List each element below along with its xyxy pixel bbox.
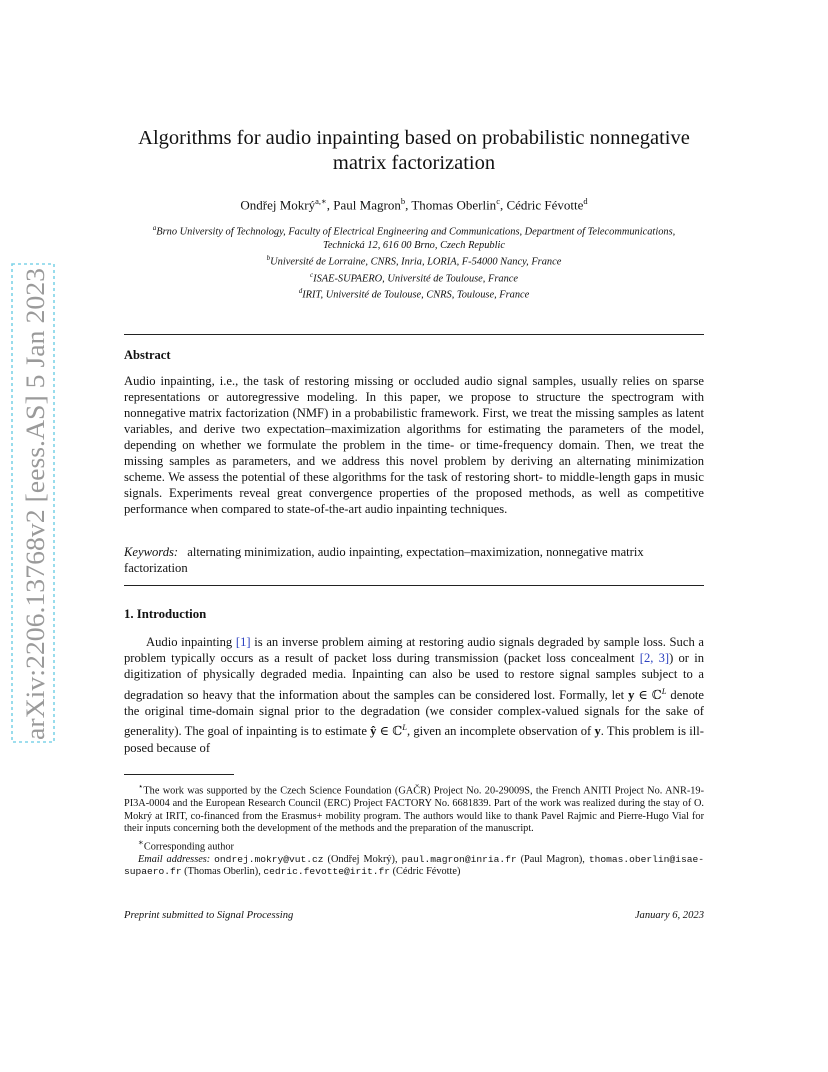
email-link[interactable]: cedric.fevotte@irit.fr: [263, 866, 391, 878]
affiliation: [140, 252, 688, 269]
math-yhat-in-cl: ŷ ∈ ℂ$^L$: [370, 722, 407, 739]
paper-title: [110, 126, 718, 176]
affiliation-text: Brno University of Technology, Faculty of Electrical Engineering and Communications, Department of Telecommunications, Technická 12, 616 00 Brno, Czech Republic: [156, 226, 676, 251]
footnotes: [124, 780, 704, 879]
author-sup: b: [400, 196, 406, 206]
footer-date: January 6, 2023: [634, 910, 704, 921]
math-y-in-cl: y ∈ ℂ$^L$: [628, 685, 667, 702]
introduction-paragraph: [124, 634, 704, 756]
affiliation-sup: a: [152, 224, 157, 232]
author-list: Ondřej Mokrý$^{a,∗}$, Paul Magron$^b$, Thomas Oberlin$^c$, Cédric Févotte$^d$: [240, 196, 588, 213]
abstract-text: Audio inpainting, i.e., the task of restoring missing or occluded audio signal samples, usually relies on sparse representations or autoregressive modeling. In this paper, we propose to structure the spectrogram with nonnegative matrix factorization (NMF) in a probabilistic framework. First, we treat the missing samples as latent variables, and derive two expectation–maximization algorithms for estimating the parameters of the model, depending on whether we formulate the problem in the time- or time-frequency domain. Then, we treat the missing samples as parameters, and we address this novel problem by deriving an alternating minimization scheme. We assess the potential of these algorithms for the task of restoring short- to middle-length gaps in music signals. Experiments reveal great convergence properties of the proposed methods, as well as competitive performance when compared to state-of-the-art audio inpainting techniques.: [124, 374, 704, 516]
title-line-1: Algorithms for audio inpainting based on probabilistic nonnegative: [138, 127, 690, 149]
author-name: Ondřej Mokrý: [240, 197, 316, 213]
affiliation-text: IRIT, Université de Toulouse, CNRS, Toulouse, France: [302, 289, 530, 301]
section-heading-introduction: 1. Introduction: [124, 607, 207, 621]
arxiv-stamp[interactable]: [10, 262, 56, 744]
author-sup: d: [583, 196, 588, 206]
email-link[interactable]: thomas.oberlin@isae-supaero.fr: [124, 853, 704, 878]
footnote-corresponding-text: Corresponding author: [143, 841, 234, 853]
email-owner: (Cédric Févotte): [392, 866, 461, 878]
affiliation-text: Université de Lorraine, CNRS, Inria, LORIA, F-54000 Nancy, France: [270, 256, 562, 268]
intro-text: Audio inpainting: [146, 635, 236, 649]
affiliation: [140, 285, 688, 302]
citation-link[interactable]: [1]: [235, 635, 251, 649]
arxiv-stamp-graphic: [10, 262, 56, 744]
affiliation-sup: c: [310, 270, 314, 279]
footnote-emails: [124, 854, 704, 879]
arxiv-id-text: arXiv:2206.13768v2 [eess.AS] 5 Jan 2023: [20, 289, 50, 740]
email-owner: (Ondřej Mokrý),: [327, 853, 398, 865]
footnote-funding-text: The work was supported by the Czech Science Foundation (GAČR) Project No. 20-29009S, the French ANITI Project No. ANR-19-PI3A-0004 and the European Research Council (ERC) Project FACTORY No. 6681839. Part of the work was realized during the stay of O. Mokrý at IRIT, co-financed from the Erasmus+ mobility program. The authors would like to thank Pavel Rajmic and Pierre-Hugo Vial for their inputs concerning both the development of the methods and the preparation of the manuscript.: [124, 785, 704, 835]
email-label: Email addresses:: [138, 853, 211, 865]
author-name: Thomas Oberlin: [411, 197, 497, 213]
intro-text: , given an incomplete observation of: [406, 724, 595, 739]
affiliation: [140, 222, 688, 252]
keywords: [124, 544, 704, 576]
abstract-top-rule: [124, 334, 704, 335]
intro-text: denote the original time-domain signal prior to the degradation (we consider complex-valued signals for the sake of generality). The goal of inpainting is to estimate: [124, 687, 704, 739]
email-owner: (Thomas Oberlin),: [184, 866, 261, 878]
abstract-heading: Abstract: [124, 348, 171, 362]
affiliation: [140, 269, 688, 286]
author-name: Cédric Févotte: [506, 197, 584, 213]
email-link[interactable]: ondrej.mokry@vut.cz: [214, 853, 324, 865]
affiliation-text: ISAE-SUPAERO, Université de Toulouse, France: [313, 273, 518, 285]
author-sup: c: [496, 196, 500, 206]
footer-preprint-note: Preprint submitted to Signal Processing: [124, 910, 294, 921]
footnote-funding: ⋆The work was supported by the Czech Science Foundation (GAČR) Project No. 20-29009S, the French ANITI Project No. ANR-19-PI3A-0004 and the European Research Council (ERC) Project FACTORY No. 6681839. Part of the work was realized during the stay of O. Mokrý at IRIT, co-financed from the Erasmus+ mobility program. The authors would like to thank Pavel Rajmic and Pierre-Hugo Vial for their inputs concerning both the development of the methods and the preparation of the manuscript.: [124, 781, 704, 835]
email-owner: (Paul Magron),: [520, 853, 585, 865]
intro-text: . This problem is ill-posed because of: [124, 724, 704, 755]
footnote-rule: [124, 774, 234, 775]
intro-text: is an inverse problem aiming at restoring audio signals degraded by sample loss. Such a problem typically occurs as a result of packet loss during transmission (packet loss concealment: [124, 635, 704, 666]
affiliation-list: [140, 222, 688, 302]
author-sup: a,∗: [315, 196, 327, 206]
footnote-corresponding: ∗Corresponding author: [138, 836, 234, 853]
affiliation-sup: d: [298, 287, 303, 296]
math-y: y: [594, 724, 601, 739]
keywords-text: alternating minimization, audio inpainting, expectation–maximization, nonnegative matrix factorization: [124, 545, 644, 575]
keywords-label: Keywords:: [124, 545, 179, 559]
abstract-bottom-rule: [124, 585, 704, 586]
affiliation-sup: b: [266, 253, 271, 262]
citation-link[interactable]: [2, 3]: [639, 651, 670, 666]
intro-text: ) or in digitization of physically degraded media. Inpainting can also be used to restore signal samples subject to a degradation so heavy that the information about the samples can be considered lost. Formally, let: [124, 651, 705, 702]
title-line-2: matrix factorization: [332, 152, 496, 174]
author-name: Paul Magron: [333, 197, 401, 213]
email-link[interactable]: paul.magron@inria.fr: [401, 853, 517, 865]
